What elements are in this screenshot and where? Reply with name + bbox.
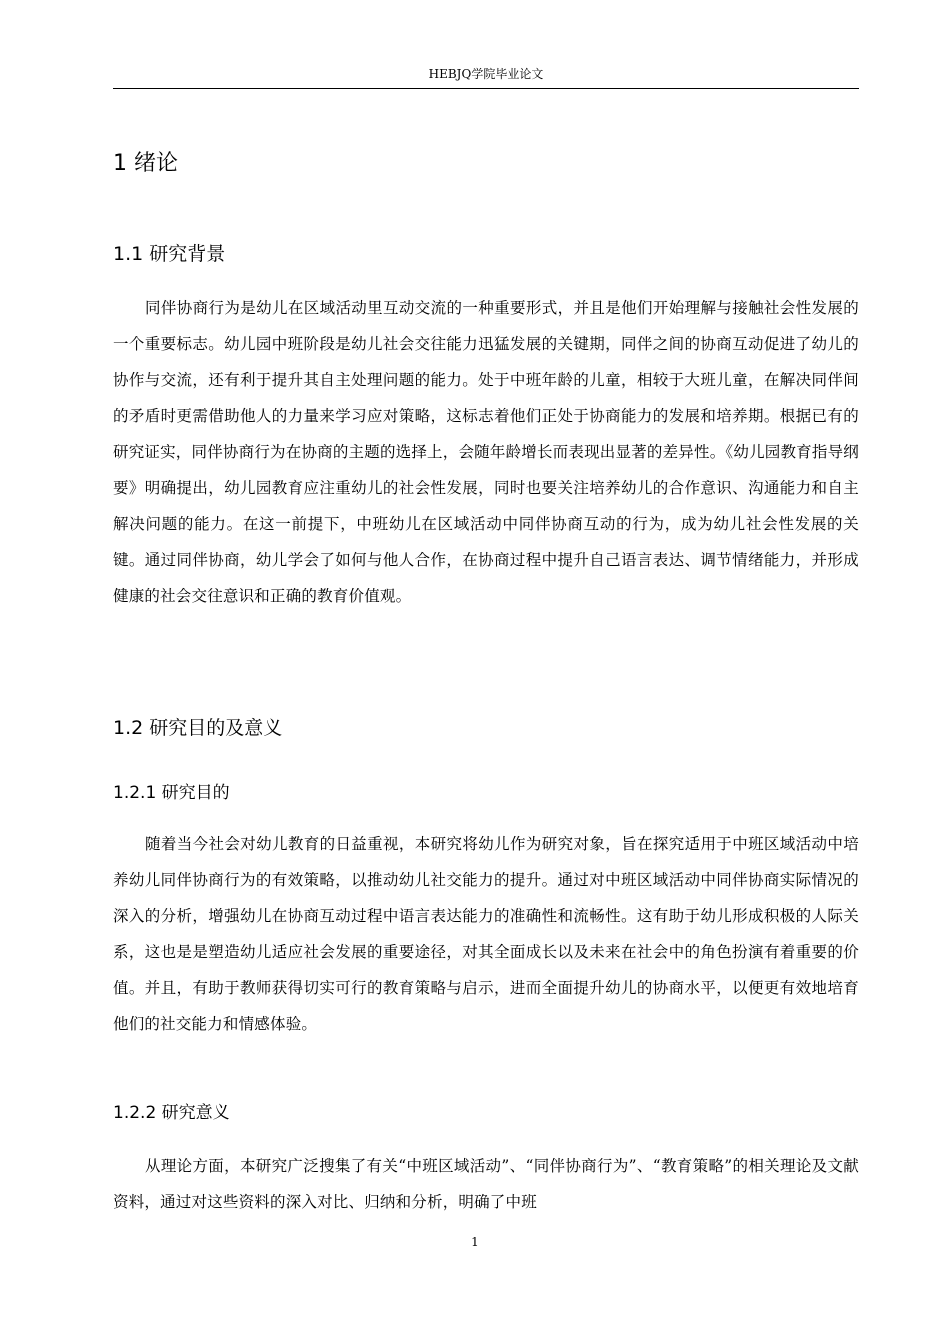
page-number: 1 [471, 1235, 479, 1249]
paragraph-text: 同伴协商行为是幼儿在区域活动里互动交流的一种重要形式，并且是他们开始理解与接触社会性发展的一个重要标志。幼儿园中班阶段是幼儿社会交往能力迅猛发展的关键期，同伴之间的协商互动促进了幼儿的协作与交流，还有利于提升其自主处理问题的能力。处于中班年龄的儿童，相较于大班儿童，在解决同伴间的矛盾时更需借助他人的力量来学习应对策略，这标志着他们正处于协商能力的发展和培养期。根据已有的研究证实，同伴协商行为在协商的主题的选择上，会随年龄增长而表现出显著的差异性。《幼儿园教育指导纲要》明确提出，幼儿园教育应注重幼儿的社会性发展，同时也要关注培养幼儿的合作意识、沟通能力和自主解决问题的能力。在这一前提下，中班幼儿在区域活动中同伴协商互动的行为，成为幼儿社会性发展的关键。通过同伴协商，幼儿学会了如何与他人合作，在协商过程中提升自己语言表达、调节情绪能力，并形成健康的社会交往意识和正确的教育价值观。 [113, 299, 859, 605]
section-title-1-2-1: 1.2.1 研究目的 [113, 783, 230, 803]
section-title-1-2: 1.2 研究目的及意义 [113, 717, 283, 739]
paragraph-research-significance [113, 1148, 859, 1220]
page-header [113, 64, 859, 89]
paragraph-research-purpose [113, 826, 859, 1042]
header-title: HEBJQ学院毕业论文 [428, 67, 544, 81]
section-title-1-1: 1.1 研究背景 [113, 243, 226, 265]
paragraph-text: 从理论方面，本研究广泛搜集了有关“中班区域活动”、“同伴协商行为”、“教育策略”的相关理论及文献资料，通过对这些资料的深入对比、归纳和分析，明确了中班 [113, 1157, 859, 1211]
paragraph-text: 随着当今社会对幼儿教育的日益重视，本研究将幼儿作为研究对象，旨在探究适用于中班区域活动中培养幼儿同伴协商行为的有效策略，以推动幼儿社交能力的提升。通过对中班区域活动中同伴协商实际情况的深入的分析，增强幼儿在协商互动过程中语言表达能力的准确性和流畅性。这有助于幼儿形成积极的人际关系，这也是是塑造幼儿适应社会发展的重要途径，对其全面成长以及未来在社会中的角色扮演有着重要的价值。并且，有助于教师获得切实可行的教育策略与启示，进而全面提升幼儿的协商水平，以便更有效地培育他们的社交能力和情感体验。 [113, 835, 859, 1033]
chapter-title: 1 绪论 [113, 151, 178, 176]
paragraph-research-background [113, 290, 859, 614]
section-title-1-2-2: 1.2.2 研究意义 [113, 1103, 230, 1123]
